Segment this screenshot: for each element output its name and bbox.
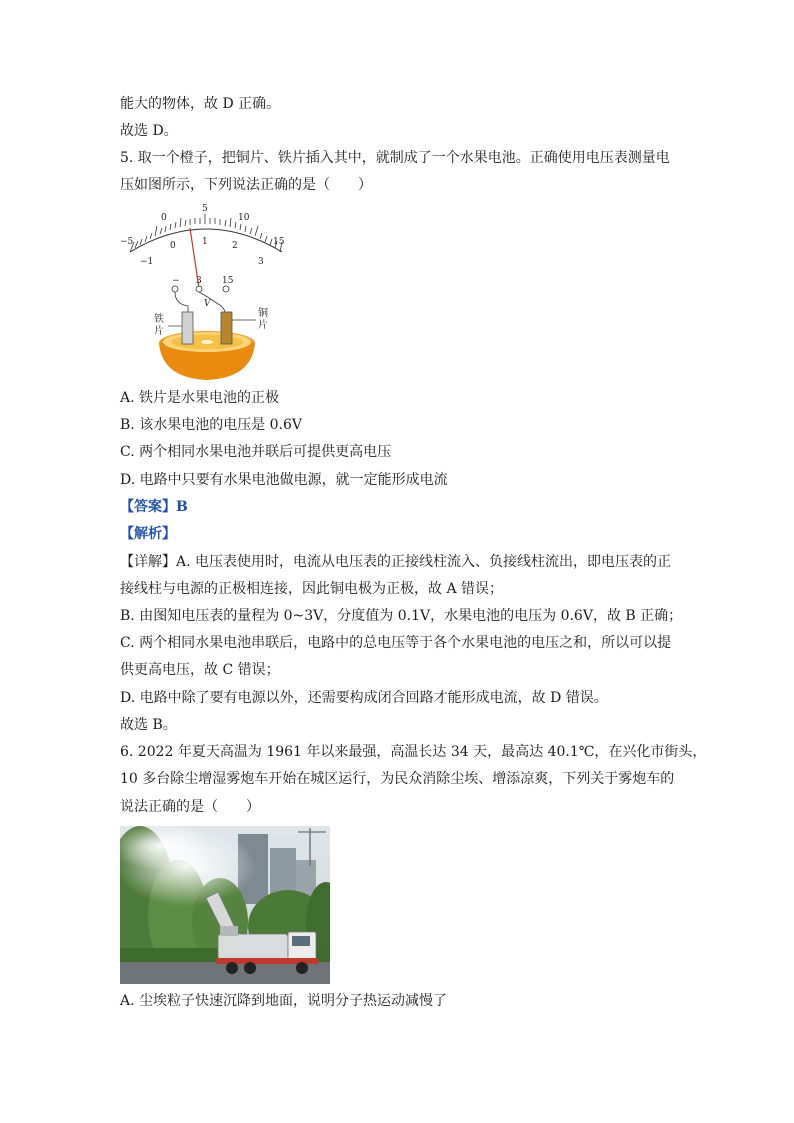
- outer-scale-label: 10: [238, 213, 250, 223]
- analysis-label: 【解析】: [120, 526, 176, 542]
- negative-terminal: [172, 286, 178, 292]
- copper-label: [258, 306, 271, 331]
- option-c: C. 两个相同水果电池并联后可提供更高电压: [120, 444, 392, 460]
- explanation-line: 供更高电压，故 C 错误；: [120, 662, 280, 678]
- explanation-line: 接线柱与电源的正极相连接，因此铜电极为正极，故 A 错误；: [120, 581, 504, 597]
- terminal-label: −: [172, 276, 180, 286]
- terminal-15v: [223, 286, 229, 292]
- explanation-line: 【详解】A. 电压表使用时，电流从电压表的正接线柱流入、负接线柱流出，即电压表的正: [120, 554, 672, 570]
- outer-scale-label: −5: [120, 237, 134, 247]
- iron-label-part: 片: [154, 326, 164, 337]
- text-line: 故选 D。: [120, 123, 178, 139]
- terminal-label: 3: [196, 276, 202, 286]
- copper-label-part: 片: [258, 320, 268, 331]
- inner-scale-label: 0: [170, 241, 176, 251]
- outer-scale-label: 0: [161, 213, 167, 223]
- text-line: 能大的物体，故 D 正确。: [120, 96, 281, 112]
- truck-wheel: [296, 962, 308, 974]
- voltmeter-orange-figure: [118, 200, 293, 382]
- copper-electrode: [221, 312, 232, 344]
- copper-label-part: 铜: [258, 308, 268, 319]
- outer-scale-label: 15: [273, 237, 285, 247]
- iron-label-part: 铁: [154, 314, 164, 325]
- option-b: B. 该水果电池的电压是 0.6V: [120, 417, 303, 433]
- inner-scale-label: 2: [232, 241, 238, 251]
- question-6-stem: 6. 2022 年夏天高温为 1961 年以来最强，高温长达 34 天，最高达 40.1℃，在兴化市街头，: [120, 744, 707, 760]
- inner-scale-label: −1: [140, 257, 154, 267]
- question-5-stem: 压如图所示，下列说法正确的是（ ）: [120, 177, 372, 193]
- explanation-line: B. 由图知电压表的量程为 0~3V，分度值为 0.1V，水果电池的电压为 0.6V，故 B 正确；: [120, 608, 683, 624]
- truck-wheel: [226, 962, 238, 974]
- orange-core: [201, 340, 213, 344]
- truck-window: [292, 936, 310, 946]
- text-line: 故选 B。: [120, 717, 177, 733]
- terminal-3v: [196, 286, 202, 292]
- fog-cannon-base: [220, 926, 238, 936]
- outer-scale-label: 5: [202, 204, 208, 214]
- explanation-line: D. 电路中除了要有电源以外，还需要构成闭合回路才能形成电流，故 D 错误。: [120, 690, 608, 706]
- option-a: A. 铁片是水果电池的正极: [120, 390, 280, 406]
- fog-cannon-truck-photo: [120, 826, 330, 984]
- truck-wheel: [244, 962, 256, 974]
- voltmeter-symbol: V: [204, 299, 211, 309]
- answer-label: 【答案】B: [120, 499, 188, 515]
- iron-electrode: [182, 312, 193, 344]
- question-5-stem: 5. 取一个橙子，把铜片、铁片插入其中，就制成了一个水果电池。正确使用电压表测量电: [120, 150, 670, 166]
- question-6-stem: 10 多台除尘增湿雾炮车开始在城区运行，为民众消除尘埃、增添凉爽，下列关于雾炮车的: [120, 771, 675, 787]
- terminal-label: 15: [222, 276, 234, 286]
- truck-tank: [218, 934, 288, 960]
- inner-scale-label: 1: [202, 237, 208, 247]
- option-d: D. 电路中只要有水果电池做电源，就一定能形成电流: [120, 472, 448, 488]
- explanation-line: C. 两个相同水果电池串联后，电路中的总电压等于各个水果电池的电压之和，所以可以提: [120, 635, 672, 651]
- option-a: A. 尘埃粒子快速沉降到地面，说明分子热运动减慢了: [120, 993, 448, 1009]
- question-6-stem: 说法正确的是（ ）: [120, 799, 260, 815]
- inner-scale-label: 3: [258, 257, 264, 267]
- iron-label: [154, 312, 167, 337]
